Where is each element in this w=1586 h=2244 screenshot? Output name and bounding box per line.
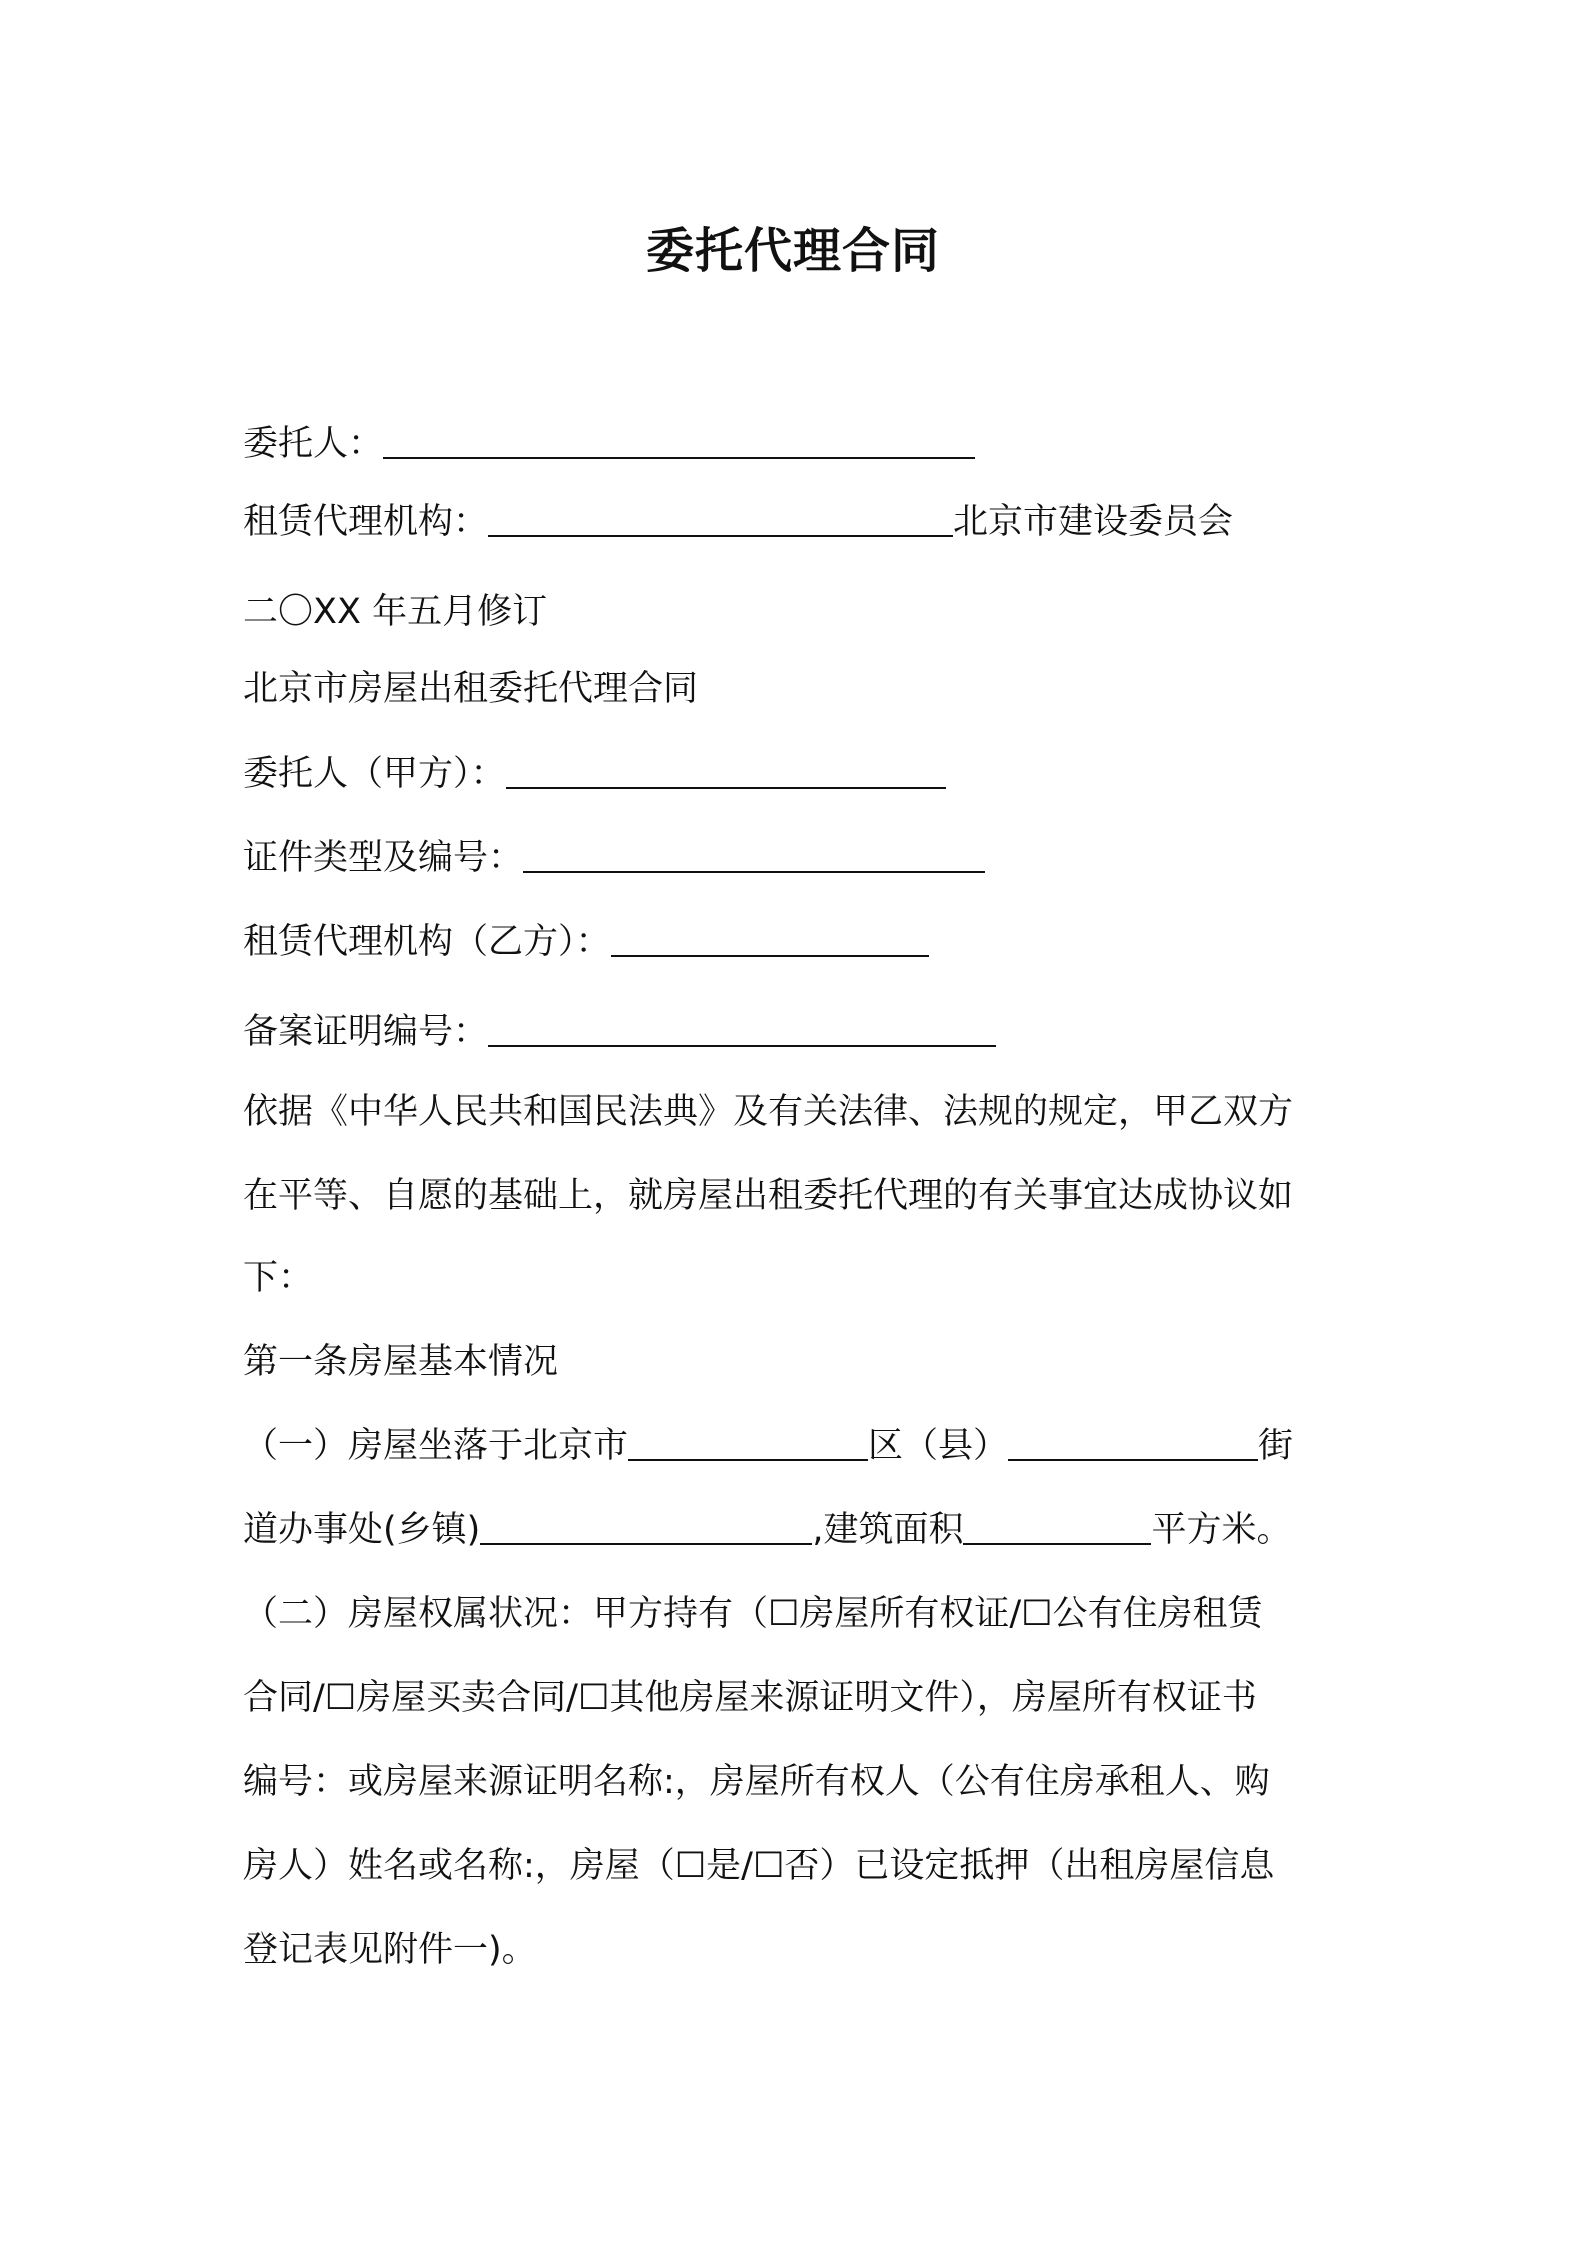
agency-blank[interactable] xyxy=(488,505,953,537)
id-blank[interactable] xyxy=(523,841,985,873)
subtitle-line: 北京市房屋出租委托代理合同 xyxy=(243,669,699,709)
agency-label: 租赁代理机构： xyxy=(243,502,489,542)
party-b-line xyxy=(243,920,929,964)
ownership-line-2: 合同/☐房屋买卖合同/☐其他房屋来源证明文件），房屋所有权证书 xyxy=(243,1678,1257,1718)
preamble-line-1: 依据《中华人民共和国民法典》及有关法律、法规的规定，甲乙双方 xyxy=(243,1092,1294,1132)
street-label: 街 xyxy=(1258,1426,1294,1466)
agency-line xyxy=(243,500,1233,544)
ownership-line-1: （二）房屋权属状况：甲方持有（☐房屋所有权证/☐公有住房租赁 xyxy=(243,1594,1263,1634)
area-label: ,建筑面积 xyxy=(812,1510,964,1550)
party-b-blank[interactable] xyxy=(611,925,929,957)
preamble-line-2: 在平等、自愿的基础上，就房屋出租委托代理的有关事宜达成协议如 xyxy=(243,1176,1294,1216)
area-blank[interactable] xyxy=(963,1513,1151,1545)
party-a-label: 委托人（甲方）： xyxy=(243,754,506,794)
document-title: 委托代理合同 xyxy=(645,223,940,279)
article-one-heading: 第一条房屋基本情况 xyxy=(243,1342,559,1382)
location-label: （一）房屋坐落于北京市 xyxy=(243,1426,629,1466)
issuer-text: 北京市建设委员会 xyxy=(953,502,1234,542)
street-blank[interactable] xyxy=(1008,1429,1258,1461)
ownership-line-5: 登记表见附件一)。 xyxy=(243,1930,537,1970)
principal-label: 委托人： xyxy=(243,424,384,464)
principal-line xyxy=(243,422,975,466)
subdistrict-blank[interactable] xyxy=(480,1513,812,1545)
revision-line: 二〇XX 年五月修订 xyxy=(243,592,548,632)
filing-label: 备案证明编号： xyxy=(243,1012,489,1052)
id-label: 证件类型及编号： xyxy=(243,838,524,878)
area-unit: 平方米。 xyxy=(1151,1510,1292,1550)
district-blank[interactable] xyxy=(628,1429,868,1461)
filing-blank[interactable] xyxy=(488,1015,996,1047)
ownership-line-4: 房人）姓名或名称:，房屋（☐是/☐否）已设定抵押（出租房屋信息 xyxy=(243,1846,1275,1886)
party-a-blank[interactable] xyxy=(506,757,946,789)
id-line xyxy=(243,836,985,880)
subdistrict-label: 道办事处(乡镇) xyxy=(243,1510,481,1550)
filing-line xyxy=(243,1010,996,1054)
district-label: 区（县） xyxy=(868,1426,1009,1466)
location-line xyxy=(243,1424,1293,1468)
area-line xyxy=(243,1508,1291,1552)
preamble-line-3: 下： xyxy=(243,1258,314,1298)
party-a-line xyxy=(243,752,946,796)
party-b-label: 租赁代理机构（乙方）： xyxy=(243,922,611,962)
principal-blank[interactable] xyxy=(383,427,975,459)
ownership-line-3: 编号：或房屋来源证明名称:，房屋所有权人（公有住房承租人、购 xyxy=(243,1762,1270,1802)
